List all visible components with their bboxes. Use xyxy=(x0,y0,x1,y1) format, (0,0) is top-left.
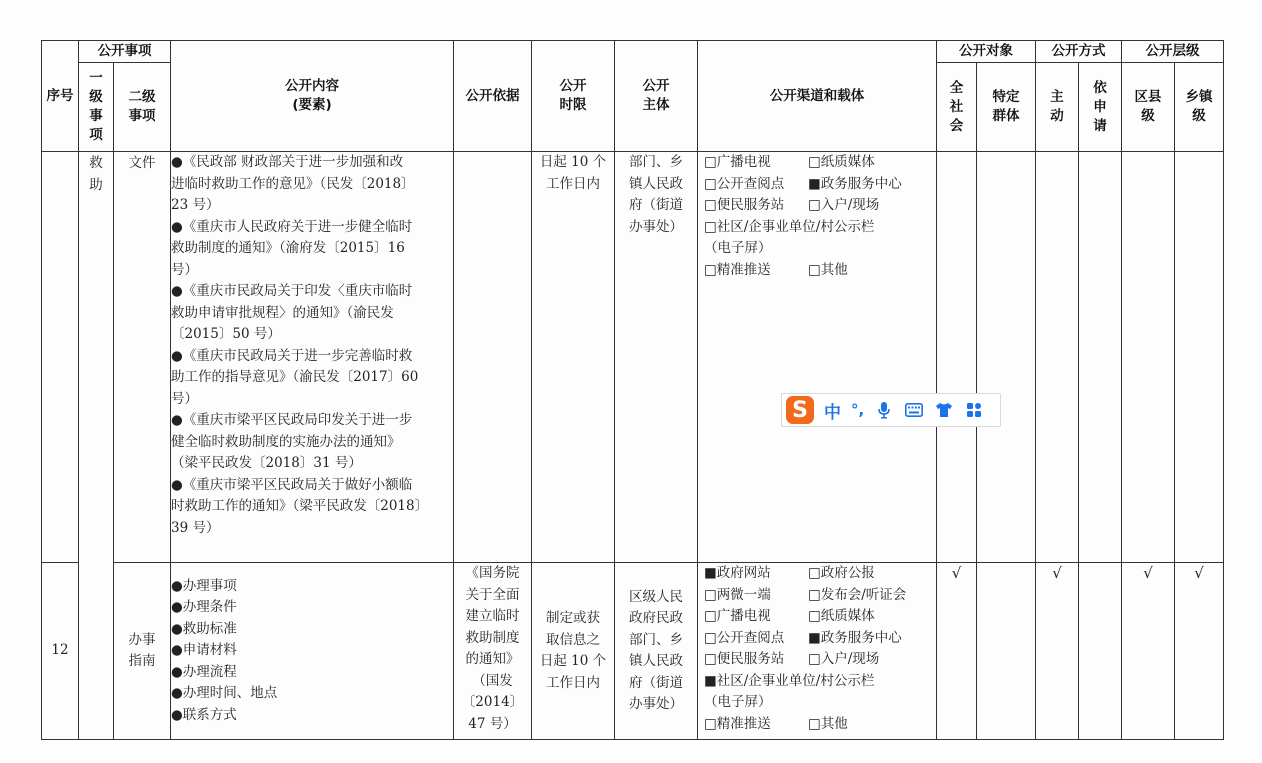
channel-option: □其他 xyxy=(808,715,848,732)
row2-content-item: ●办理流程 xyxy=(171,663,237,680)
row1-content-line: 助工作的指导意见》（渝民发〔2017〕60 xyxy=(171,369,419,385)
header-time-limit xyxy=(532,41,615,152)
row2-target-specific xyxy=(977,563,1036,740)
row1-content-line: 23 号） xyxy=(171,197,220,213)
header-level-group: 公开层级 xyxy=(1122,41,1224,63)
row1-content-line: 39 号） xyxy=(171,519,220,536)
shirt-glyph xyxy=(935,402,953,418)
row1-time-limit-line: 工作日内 xyxy=(546,175,600,192)
row1-content-line: ●《重庆市民政局关于印发〈重庆市临时 xyxy=(171,283,413,299)
row2-content xyxy=(171,563,454,740)
channel-option: □其他 xyxy=(808,261,848,278)
channel-option: □公开查阅点 xyxy=(704,629,785,646)
ime-toolbar[interactable] xyxy=(781,393,1001,427)
row2-method-request xyxy=(1079,563,1122,740)
header-subject xyxy=(615,41,698,152)
row2-time-limit-line: 取信息之 xyxy=(546,631,600,648)
header-level-county xyxy=(1122,63,1175,152)
row1-subject-line: 府（街道 xyxy=(629,197,683,213)
row1-basis xyxy=(454,152,532,563)
ime-punct-toggle[interactable]: °, xyxy=(851,401,865,419)
row1-content-line: ●《民政部 财政部关于进一步加强和改 xyxy=(171,154,404,170)
row2-basis-line: 《国务院 xyxy=(465,565,520,581)
row1-content-line: 号） xyxy=(171,261,198,278)
row1-level2: 文件 xyxy=(114,152,171,563)
channel-option: □广播电视 xyxy=(704,608,771,624)
row2-subject xyxy=(615,563,698,740)
header-level-town xyxy=(1175,63,1224,152)
row2-basis-line: 〔2014〕 xyxy=(461,694,524,710)
keyboard-icon[interactable] xyxy=(904,400,924,420)
channel-option: ■政府网站 xyxy=(704,565,771,581)
row1-subject xyxy=(615,152,698,563)
header-target-group: 公开对象 xyxy=(937,41,1036,63)
header-time-limit-1: 公开 xyxy=(559,78,587,94)
header-method-request-label: 依申请 xyxy=(1093,79,1107,134)
header-target-specific xyxy=(977,63,1036,152)
row1-level-town xyxy=(1175,152,1224,563)
row2-level-town: √ xyxy=(1175,563,1224,740)
row2-content-item: ●办理事项 xyxy=(171,577,237,594)
row2-time-limit-line: 工作日内 xyxy=(546,674,600,691)
row2-level-county: √ xyxy=(1122,563,1175,740)
row2-basis-line: 建立临时 xyxy=(465,608,520,624)
header-level1 xyxy=(79,63,114,152)
header-content xyxy=(171,41,454,152)
row1-content-line: 救助制度的通知》（渝府发〔2015〕16 xyxy=(171,240,405,256)
header-method-active xyxy=(1036,63,1079,152)
header-level1-label: 一级事项 xyxy=(89,70,103,143)
row2-basis-line: 的通知》 xyxy=(465,651,520,667)
row2-content-item: ●办理时间、地点 xyxy=(171,685,278,702)
row2-channel-list xyxy=(698,563,936,735)
row2-seq: 12 xyxy=(42,563,79,740)
row1-level1-label: 救助 xyxy=(89,155,103,193)
channel-option: ■政务服务中心 xyxy=(808,175,902,192)
row2-subject-line: 政府民政 xyxy=(629,610,683,626)
row2-subject-line: 府（街道 xyxy=(629,674,683,691)
channel-option: □入户/现场 xyxy=(808,651,880,667)
header-seq: 序号 xyxy=(42,41,79,152)
channel-option: □两微一端 xyxy=(704,586,771,603)
row2-basis-line: 关于全面 xyxy=(465,586,520,603)
header-level2 xyxy=(114,63,171,152)
channel-option: □纸质媒体 xyxy=(808,154,875,170)
channel-option: ■政务服务中心 xyxy=(808,629,902,646)
row1-seq xyxy=(42,152,79,563)
header-method-request xyxy=(1079,63,1122,152)
apps-icon[interactable] xyxy=(964,400,984,420)
header-subject-1: 公开 xyxy=(642,78,670,94)
row1-content-line: 〔2015〕50 号） xyxy=(171,326,281,342)
header-content-label: 公开内容 xyxy=(285,78,339,94)
keyboard-glyph xyxy=(905,403,923,417)
row2-level2-line: 办事 xyxy=(128,631,156,648)
row2-content-item: ●办理条件 xyxy=(171,599,237,616)
disclosure-table xyxy=(41,40,1224,740)
row2-basis-line: 47 号） xyxy=(468,715,517,732)
header-content-sub: (要素) xyxy=(292,97,332,113)
header-items-group: 公开事项 xyxy=(79,41,171,63)
row2-subject-line: 区级人民 xyxy=(629,588,683,605)
header-level-county-label: 区县级 xyxy=(1134,89,1162,124)
row2-time-limit xyxy=(532,563,615,740)
header-time-limit-2: 时限 xyxy=(559,97,587,113)
table-row xyxy=(42,563,1224,740)
row2-time-limit-line: 制定或获 xyxy=(546,610,600,626)
row1-content-line: 号） xyxy=(171,390,198,407)
channel-option: □精准推送 xyxy=(704,715,771,732)
row1-content-line: 时救助工作的通知》（梁平民政发〔2018〕 xyxy=(171,498,429,514)
table-row xyxy=(42,152,1224,563)
row1-content-line: ●《重庆市梁平区民政局关于做好小额临 xyxy=(171,476,413,493)
row2-content-item: ●申请材料 xyxy=(171,642,237,659)
row1-level1 xyxy=(79,152,114,740)
row1-content xyxy=(171,152,454,563)
ime-logo-icon[interactable] xyxy=(786,396,814,424)
row2-content-item: ●联系方式 xyxy=(171,706,237,723)
mic-glyph xyxy=(877,401,891,419)
header-method-group: 公开方式 xyxy=(1036,41,1122,63)
header-target-all-label: 全社会 xyxy=(949,79,964,134)
row1-method-request xyxy=(1079,152,1122,563)
row2-subject-line: 办事处） xyxy=(629,696,683,712)
header-target-all xyxy=(937,63,977,152)
header-method-active-label: 主动 xyxy=(1050,89,1064,124)
row1-level-county xyxy=(1122,152,1175,563)
channel-option: □发布会/听证会 xyxy=(808,586,907,603)
row1-content-line: ●《重庆市民政局关于进一步完善临时救 xyxy=(171,347,413,364)
channel-option: □政府公报 xyxy=(808,565,875,581)
row2-method-active: √ xyxy=(1036,563,1079,740)
row2-basis xyxy=(454,563,532,740)
header-basis: 公开依据 xyxy=(454,41,532,152)
row2-target-all: √ xyxy=(937,563,977,740)
header-channels: 公开渠道和载体 xyxy=(698,41,937,152)
row2-level2-line: 指南 xyxy=(128,653,156,669)
row1-content-line: ●《重庆市人民政府关于进一步健全临时 xyxy=(171,218,413,235)
row2-basis-line: 救助制度 xyxy=(465,629,520,646)
header-level-town-label: 乡镇级 xyxy=(1185,89,1213,124)
row1-content-line: ●《重庆市梁平区民政局印发关于进一步 xyxy=(171,412,413,428)
mic-icon[interactable] xyxy=(874,400,894,420)
header-target-specific-label: 特定群体 xyxy=(992,89,1020,124)
channel-option: ■社区/企事业单位/村公示栏 xyxy=(704,672,875,689)
channel-option: □纸质媒体 xyxy=(808,608,875,624)
row2-content-item: ●救助标准 xyxy=(171,620,237,637)
channel-option: □社区/企事业单位/村公示栏 xyxy=(704,218,875,235)
row1-content-line: （梁平民政发〔2018〕31 号） xyxy=(171,455,362,471)
header-subject-2: 主体 xyxy=(642,97,670,113)
row1-content-line: 救助申请审批规程〉的通知》（渝民发 xyxy=(171,304,394,321)
row1-channels xyxy=(698,152,937,563)
ime-logo-letter: S xyxy=(792,397,808,423)
row1-target-specific xyxy=(977,152,1036,563)
row2-channels xyxy=(698,563,937,740)
row1-method-active xyxy=(1036,152,1079,563)
ime-lang-toggle[interactable]: 中 xyxy=(824,402,841,423)
apps-glyph xyxy=(966,402,982,418)
channel-option: □便民服务站 xyxy=(704,197,785,213)
row2-time-limit-line: 日起 10 个 xyxy=(539,653,607,669)
row1-target-all xyxy=(937,152,977,563)
row1-time-limit-line: 日起 10 个 xyxy=(539,154,607,170)
row1-subject-line: 部门、乡 xyxy=(629,154,683,170)
channel-option: （电子屏） xyxy=(704,694,772,710)
row1-content-line: 健全临时救助制度的实施办法的通知》 xyxy=(171,433,401,450)
row1-subject-line: 办事处） xyxy=(629,218,683,235)
channel-option: □广播电视 xyxy=(704,154,771,170)
channel-option: □入户/现场 xyxy=(808,197,880,213)
row1-subject-line: 镇人民政 xyxy=(629,175,683,192)
row2-level2 xyxy=(114,563,171,740)
channel-option: （电子屏） xyxy=(704,240,772,256)
header-level2-label: 二级事项 xyxy=(128,89,156,124)
row1-time-limit xyxy=(532,152,615,563)
shirt-icon[interactable] xyxy=(934,400,954,420)
row1-content-line: 进临时救助工作的意见》（民发〔2018〕 xyxy=(171,175,415,192)
channel-option: □便民服务站 xyxy=(704,651,785,667)
row2-subject-line: 部门、乡 xyxy=(629,631,683,648)
row2-basis-line: （国发 xyxy=(472,672,513,689)
channel-option: □精准推送 xyxy=(704,261,771,278)
row2-subject-line: 镇人民政 xyxy=(629,653,683,669)
row1-channel-list xyxy=(698,152,936,281)
channel-option: □公开查阅点 xyxy=(704,175,785,192)
